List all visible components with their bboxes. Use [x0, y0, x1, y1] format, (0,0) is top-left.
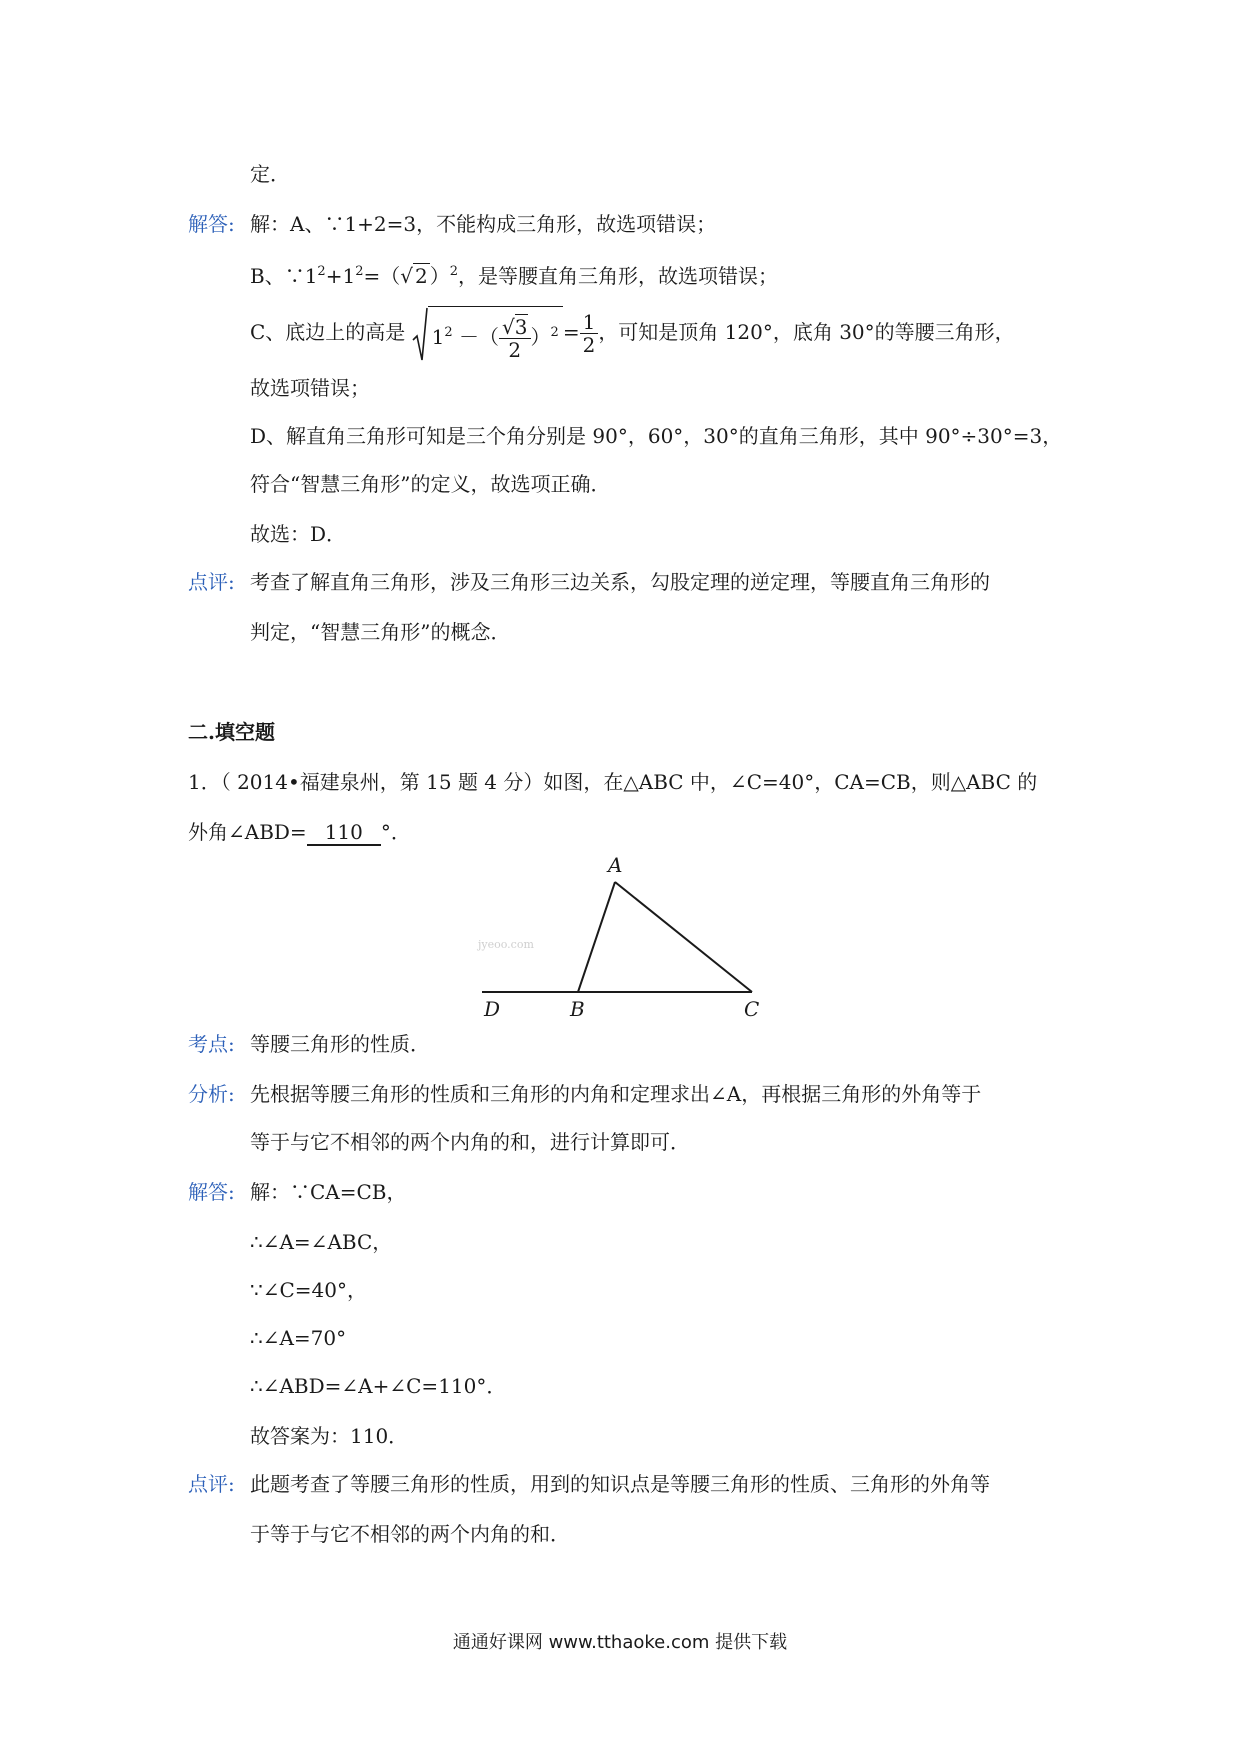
text-line: 故选：D．: [250, 522, 347, 546]
text-fragment: °．: [380, 820, 411, 844]
fraction: $\frac{√3}{2}$: [499, 316, 530, 361]
triangle-figure: [470, 850, 770, 1020]
vertex-label-b: B: [570, 997, 585, 1020]
text-fragment: +1: [325, 264, 356, 288]
sqrt-symbol: √ 2: [400, 264, 428, 288]
text-fragment: －（: [452, 324, 500, 349]
vertex-label-d: D: [484, 997, 501, 1020]
vertex-label-c: C: [744, 997, 760, 1020]
text-line: 解：A、∵1+2=3，不能构成三角形，故选项错误；: [250, 212, 717, 236]
text-fragment: ，可知是顶角 120°，底角 30°的等腰三角形，: [598, 320, 1015, 344]
text-line: 故答案为：110．: [250, 1424, 409, 1448]
text-line: 定．: [250, 162, 290, 186]
text-line: ∴∠A=70°: [250, 1326, 347, 1350]
text-fragment: =（: [363, 264, 401, 288]
text-line: ∵∠C=40°，: [250, 1278, 367, 1302]
fenxi-label: 分析:: [188, 1082, 235, 1106]
section-title: 二.填空题: [188, 720, 275, 744]
question-line: [188, 818, 411, 846]
text-line: 先根据等腰三角形的性质和三角形的内角和定理求出∠A，再根据三角形的外角等于: [250, 1082, 982, 1106]
formula-line-c: [250, 304, 1015, 360]
text-fragment: 2: [414, 264, 428, 288]
text-fragment: 外角∠ABD=: [188, 820, 307, 844]
sqrt-sign: [412, 306, 428, 362]
superscript: 2: [444, 324, 453, 340]
text-line: 符合“智慧三角形”的定义，故选项正确．: [250, 472, 611, 496]
text-line: 等于与它不相邻的两个内角的和，进行计算即可．: [250, 1130, 690, 1154]
jieda-label: 解答:: [188, 1180, 235, 1204]
text-line: ∴∠ABD=∠A+∠C=110°．: [250, 1374, 507, 1398]
text-line: 考查了解直角三角形，涉及三角形三边关系，勾股定理的逆定理，等腰直角三角形的: [250, 570, 990, 594]
text-fragment: ）: [530, 324, 551, 349]
text-line: 解：∵CA=CB，: [250, 1180, 407, 1204]
solution-label: 解答:: [188, 212, 235, 236]
text-fragment: B、∵1: [250, 264, 318, 288]
vertex-label-a: A: [608, 853, 623, 877]
question-line: 1．（ 2014•福建泉州，第 15 题 4 分）如图，在△ABC 中，∠C=40°，CA=CB，则△ABC 的: [188, 770, 1038, 794]
page-footer: 通通好课网 www.tthaoke.com 提供下载: [452, 1632, 788, 1653]
text-line: 于等于与它不相邻的两个内角的和．: [250, 1522, 570, 1546]
comment-label: 点评:: [188, 570, 235, 594]
text-line: 判定，“智慧三角形”的概念．: [250, 620, 511, 644]
text-fragment: C、底边上的高是: [250, 320, 406, 344]
dianping-label: 点评:: [188, 1472, 235, 1496]
side-ac: [615, 882, 752, 992]
superscript: 2: [317, 264, 326, 279]
text-fragment: =: [562, 320, 580, 344]
text-line: 故选项错误；: [250, 376, 370, 400]
text-fragment: ，是等腰直角三角形，故选项错误；: [458, 264, 778, 288]
kaodian-label: 考点:: [188, 1032, 235, 1056]
superscript: 2: [355, 264, 364, 279]
watermark: jyeoo.com: [478, 938, 534, 951]
formula-line-b: [250, 258, 778, 290]
big-sqrt: [412, 306, 563, 362]
answer-blank: 110: [307, 820, 381, 846]
text-line: D、解直角三角形可知是三个角分别是 90°，60°，30°的直角三角形，其中 90°÷30°=3，: [250, 424, 1063, 448]
text-fragment: ）: [429, 264, 450, 288]
text-fragment: 3: [514, 314, 528, 339]
text-fragment: 1: [431, 324, 445, 349]
text-line: ∴∠A=∠ABC，: [250, 1230, 393, 1254]
fraction: $\frac{1}{2}$: [580, 311, 599, 356]
text-line: 等腰三角形的性质．: [250, 1032, 430, 1056]
superscript: 2: [550, 324, 559, 340]
side-ab: [578, 882, 615, 992]
superscript: 2: [449, 264, 458, 279]
text-fragment: 2: [508, 337, 522, 362]
text-line: 此题考查了等腰三角形的性质，用到的知识点是等腰三角形的性质、三角形的外角等: [250, 1472, 990, 1496]
